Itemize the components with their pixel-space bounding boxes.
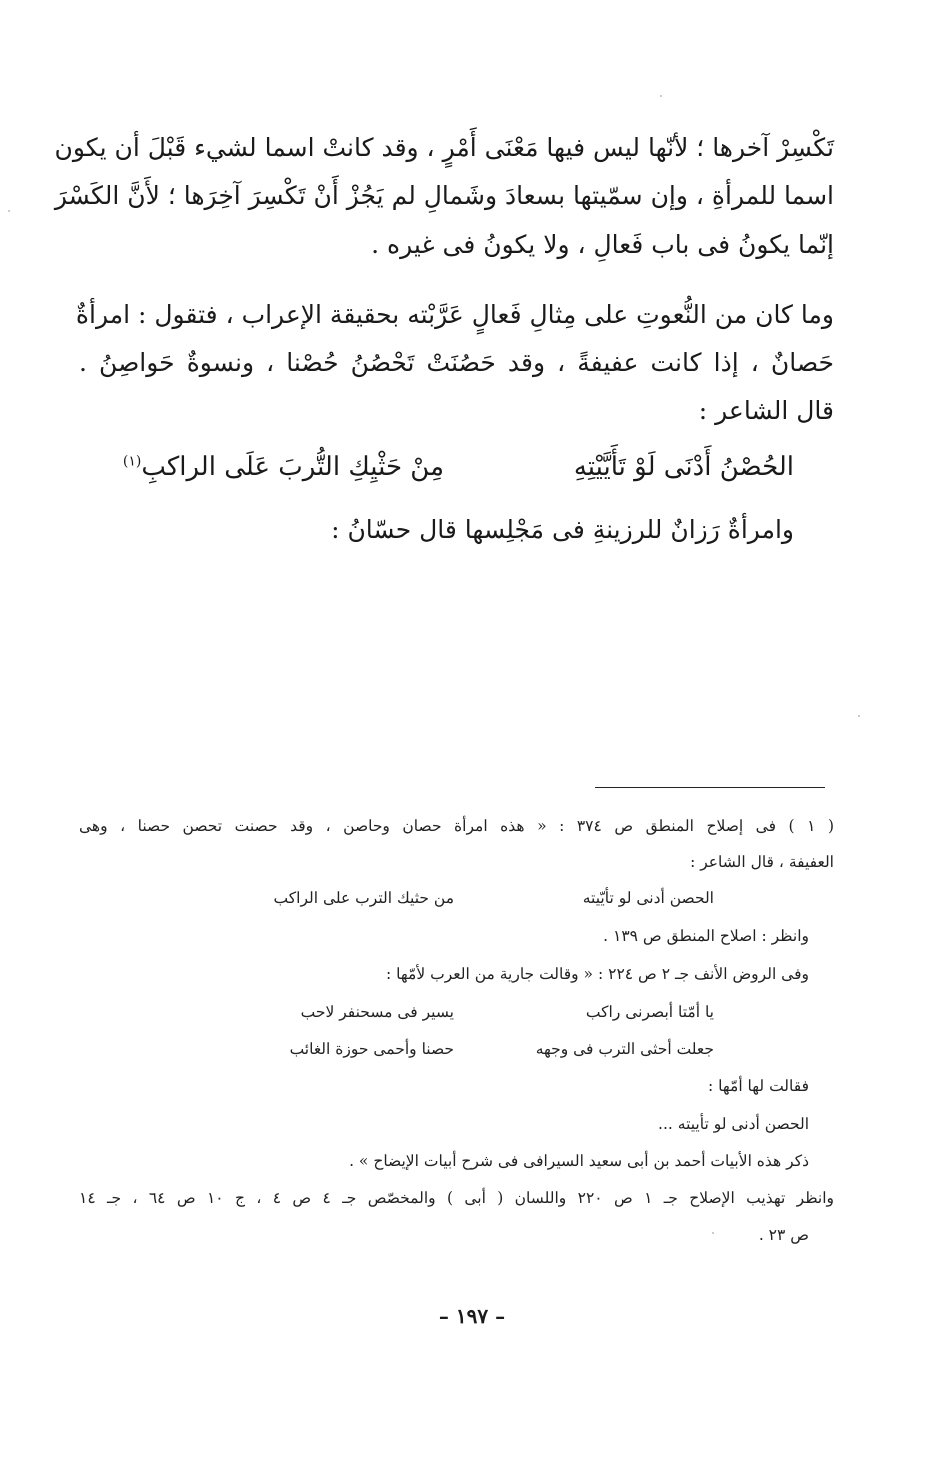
scan-speck — [8, 210, 10, 212]
scan-speck — [660, 95, 662, 97]
body-line: اسما للمرأةِ ، وإن سمّيتها بسعادَ وشَمالِ لم يَجُزْ أَنْ تَكْسِرَ آخِرَها ؛ لأَنَّ الكَسْرَ — [54, 181, 834, 210]
footnote-line: وانظر تهذيب الإصلاح جـ ١ ص ٢٢٠ واللسان ( أبى ) والمخصّص جـ ٤ ص ٤ ، ج ١٠ ص ٦٤ ، جـ ١٤ — [79, 1189, 835, 1207]
footnote-marker: (١) — [122, 453, 142, 470]
footnote-verse-left: من حثيك الترب على الراكب — [273, 889, 454, 907]
footnote-line: ص ٢٣ . — [758, 1226, 809, 1244]
footnote-line: ( ١ ) فى إصلاح المنطق ص ٣٧٤ : « هذه امرأة حصان وحاصن ، وقد حصنت تحصن حصنا ، وهى — [79, 817, 835, 835]
footnote-line: فقالت لها أمّها : — [708, 1077, 809, 1095]
body-line: وما كان من النُّعوتِ على مِثالِ فَعالٍ عَرَّبْته بحقيقة الإعراب ، فتقول : امرأةٌ — [75, 300, 834, 329]
footnote-line: وانظر : اصلاح المنطق ص ١٣٩ . — [603, 927, 809, 945]
footnote-line: العفيفة ، قال الشاعر : — [690, 853, 834, 871]
body-line: إنّما يكونُ فى باب فَعالِ ، ولا يكونُ فى غيره . — [371, 230, 834, 259]
footnote-line: وفى الروض الأنف جـ ٢ ص ٢٢٤ : « وقالت جارية من العرب لأمّها : — [386, 965, 809, 983]
body-line: وامرأةٌ رَزانٌ للرزينةِ فى مَجْلِسها قال حسّانُ : — [331, 515, 794, 544]
footnote-separator — [595, 787, 825, 788]
scan-speck — [858, 715, 860, 717]
footnote-verse-left: يسير فى مسحنفر لاحب — [300, 1003, 454, 1021]
verse-hemistich-left — [124, 452, 444, 482]
footnote-verse-right: الحصن أدنى لو تأيّيته — [582, 889, 714, 907]
verse-left-text: مِنْ حَثْيِكِ التُّربَ عَلَى الراكبِ — [141, 452, 444, 482]
footnote-verse-left: حصنا وأحمى حوزة الغائب — [289, 1040, 454, 1058]
footnote-line: الحصن أدنى لو تأييته ... — [658, 1115, 809, 1133]
page-number: – ١٩٧ – — [438, 1304, 506, 1328]
footnote-verse-right: يا أمّتا أبصرنى راكب — [585, 1003, 714, 1021]
verse-right-text: الحُصْنُ أَدْنَى لَوْ تَأَيَّيْتِهِ — [573, 452, 794, 482]
scan-speck — [712, 1232, 714, 1234]
body-line: حَصانٌ ، إذا كانت عفيفةً ، وقد حَصُنَتْ تَحْصُنُ حُصْنا ، ونسوةٌ حَواصِنُ . — [79, 348, 834, 377]
footnote-line: ذكر هذه الأبيات أحمد بن أبى سعيد السيرافى فى شرح أبيات الإيضاح » . — [349, 1152, 809, 1170]
footnote-verse-right: جعلت أحثى الترب فى وجهه — [535, 1040, 714, 1058]
body-line: قال الشاعر : — [698, 396, 834, 425]
body-line: تَكْسِرْ آخرها ؛ لأنّها ليس فيها مَعْنَى أَمْرٍ ، وقد كانتْ اسما لشيء قَبْلَ أن يكون — [54, 133, 834, 162]
verse-hemistich-right — [454, 452, 794, 482]
